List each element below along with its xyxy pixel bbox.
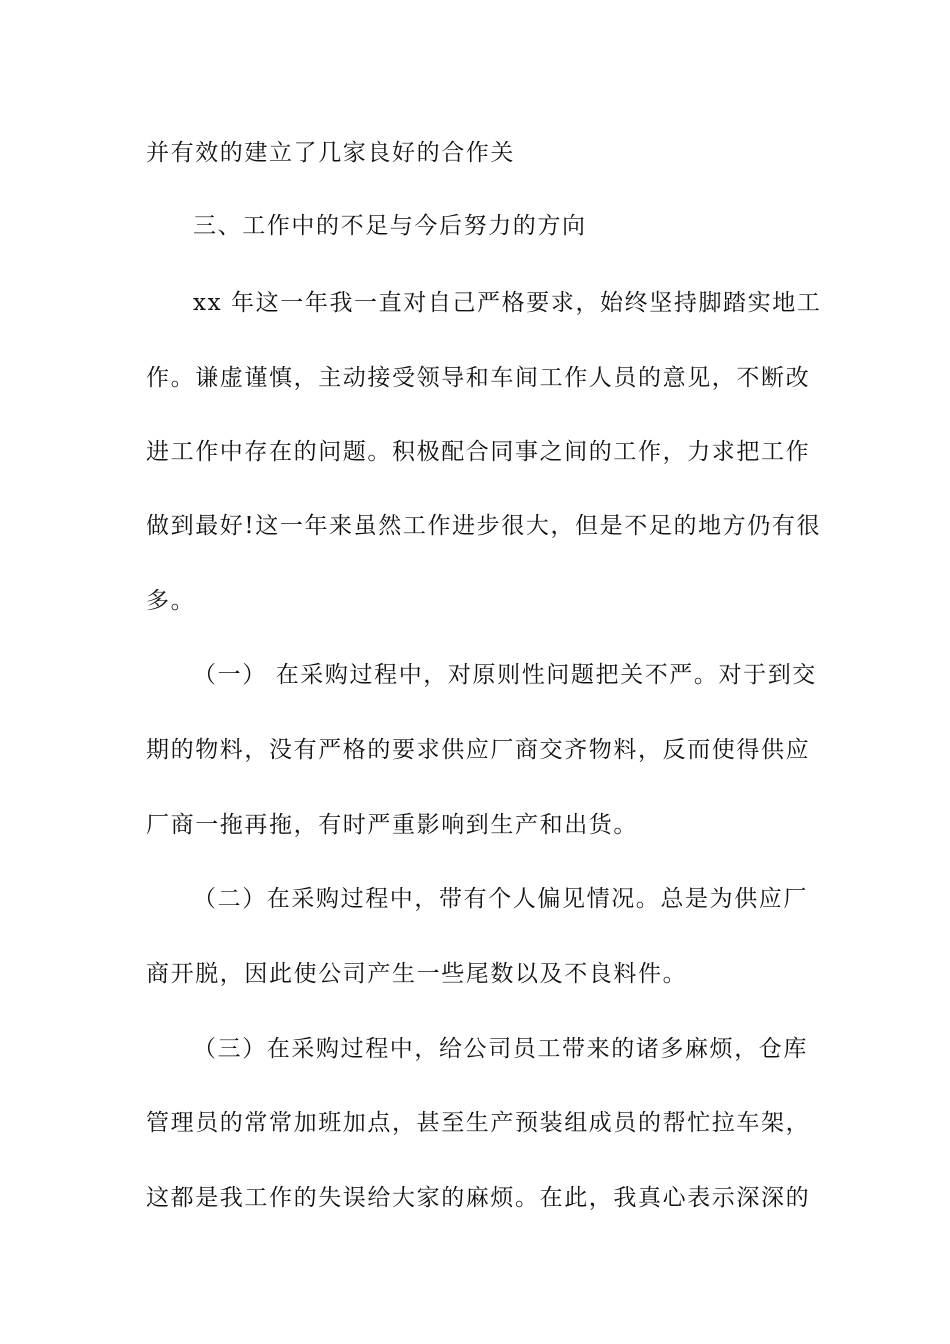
- paragraph-line: 作。谦虚谨慎，主动接受领导和车间工作人员的意见，不断改: [146, 365, 811, 391]
- paragraph-line: xx 年这一年我一直对自己严格要求，始终坚持脚踏实地工: [193, 290, 822, 316]
- paragraph-line: （三）在采购过程中，给公司员工带来的诸多麻烦，仓库: [193, 1036, 808, 1062]
- paragraph-line: 多。: [146, 588, 196, 614]
- paragraph-line: 商开脱，因此使公司产生一些尾数以及不良料件。: [146, 961, 688, 987]
- section-heading: 三、工作中的不足与今后努力的方向: [193, 213, 587, 239]
- paragraph-line: 进工作中存在的问题。积极配合同事之间的工作，力求把工作: [146, 439, 811, 465]
- paragraph-line: 做到最好!这一年来虽然工作进步很大，但是不足的地方仍有很: [146, 513, 822, 539]
- paragraph-line: 并有效的建立了几家良好的合作关: [146, 140, 515, 166]
- paragraph-line: （二）在采购过程中，带有个人偏见情况。总是为供应厂: [193, 886, 808, 912]
- paragraph-line: 管理员的常常加班加点，甚至生产预装组成员的帮忙拉车架，: [146, 1110, 811, 1136]
- paragraph-line: （一） 在采购过程中，对原则性问题把关不严。对于到交: [193, 662, 817, 688]
- paragraph-line: 厂商一拖再拖，有时严重影响到生产和出货。: [146, 812, 638, 838]
- paragraph-line: 这都是我工作的失误给大家的麻烦。在此，我真心表示深深的: [146, 1185, 811, 1211]
- paragraph-line: 期的物料，没有严格的要求供应厂商交齐物料，反而使得供应: [146, 737, 811, 763]
